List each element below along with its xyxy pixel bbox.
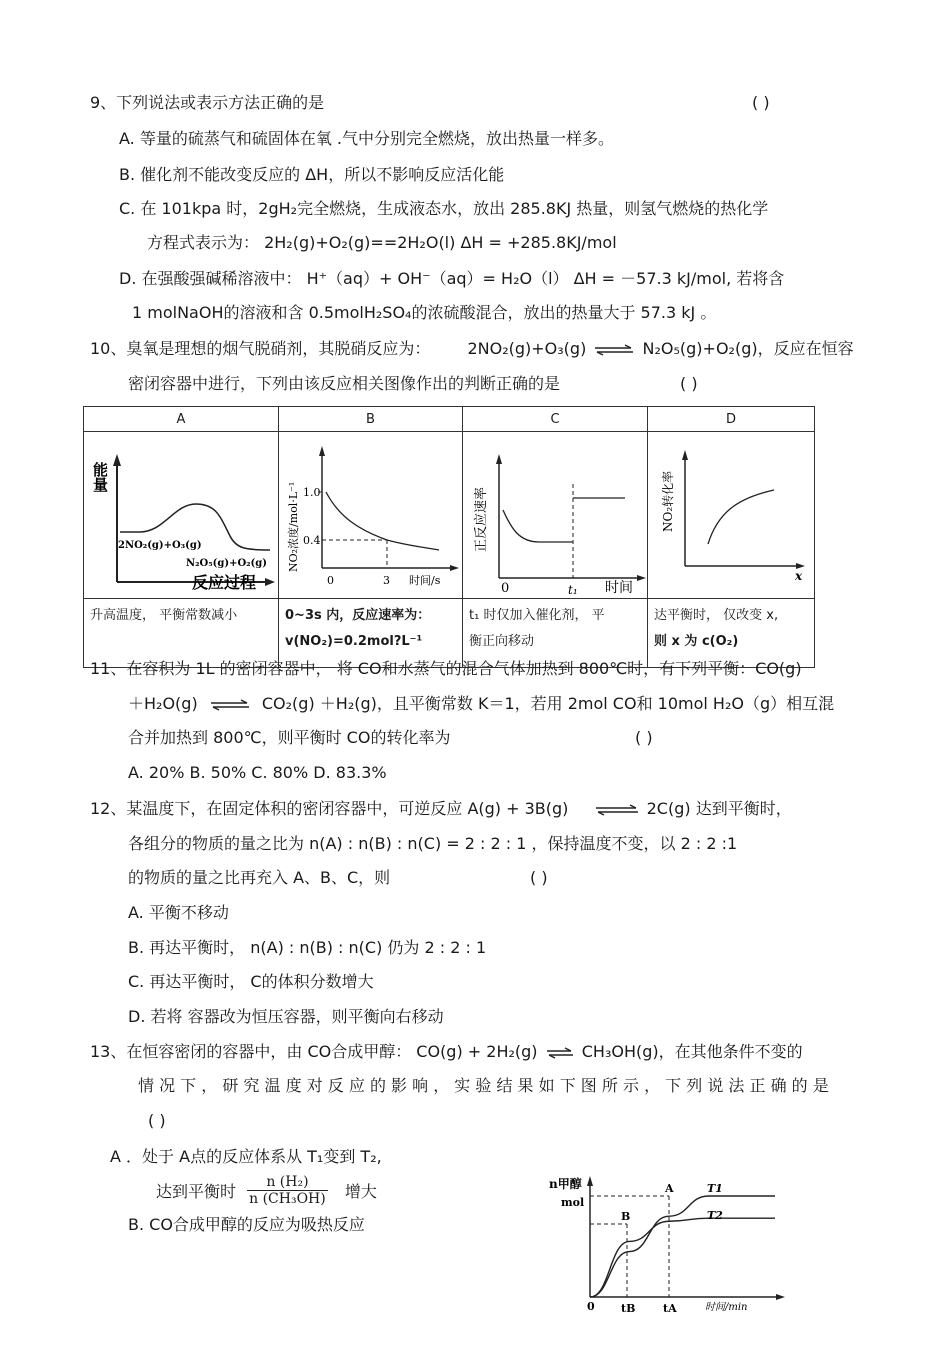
chart-a-xlabel: 反应过程 — [192, 573, 257, 592]
q10-chart-a-cell — [84, 432, 279, 599]
q10-caption-d — [648, 599, 815, 668]
q10-chart-b — [279, 432, 463, 594]
q10-chart-b-cell — [279, 432, 463, 599]
q13-line2: 情 况 下 ， 研 究 温 度 对 反 应 的 影 响 ， 实 验 结 果 如 下 图 所 示 ， 下 列 说 法 正 确 的 是 — [138, 1076, 829, 1095]
chart-b-xlabel: 时间/s — [409, 574, 441, 587]
q10-reactants: 2NO₂(g)+O₃(g) — [467, 339, 587, 358]
chart-c-t1: t₁ — [568, 583, 578, 594]
chart-a-ylabel: 能量 — [91, 462, 109, 492]
caption-c-line2: 衡正向移动 — [469, 634, 535, 649]
q10-header-c: C — [463, 407, 648, 432]
q9-answer-paren[interactable]: ( ) — [752, 93, 770, 112]
q11-line1: 11、在容积为 1L 的密闭容器中， 将 CO和水蒸气的混合气体加热到 800℃时，有下列平衡：CO(g) — [90, 659, 802, 678]
caption-c-line1: t₁ 时仅加入催化剂， 平 — [469, 608, 605, 623]
q13-option-b: B. CO合成甲醇的反应为吸热反应 — [128, 1215, 365, 1234]
q13-products: CH₃OH(g)，在其他条件不变的 — [581, 1042, 803, 1061]
chart-b-concentration-curve — [326, 492, 439, 550]
q12-option-a: A. 平衡不移动 — [128, 903, 229, 922]
q10-header-a: A — [84, 407, 279, 432]
caption-d-line2: 则 x 为 c(O₂) — [654, 634, 739, 649]
q10-chart-c-cell — [463, 432, 648, 599]
q11-options: A. 20% B. 50% C. 80% D. 83.3% — [128, 763, 387, 782]
q10-caption-a — [84, 599, 279, 668]
chart-b-x3: 3 — [383, 574, 390, 587]
chart-b-x0: 0 — [327, 574, 334, 587]
chart-a-product-label: N₂O₅(g)+O₂(g) — [186, 558, 267, 569]
q10-header-b: B — [279, 407, 463, 432]
q9-option-a: A. 等量的硫蒸气和硫固体在氧 .气中分别完全燃烧，放出热量一样多。 — [119, 129, 615, 148]
q10-answer-paren[interactable]: ( ) — [680, 374, 698, 393]
q12-line3: 的物质的量之比再充入 A、B、C，则 — [128, 868, 391, 887]
q12-option-b: B. 再达平衡时， n(A) : n(B) : n(C) 仍为 2 : 2 : 1 — [128, 938, 487, 957]
q13-answer-paren[interactable]: ( ) — [148, 1111, 166, 1130]
q13-chart-tb: tB — [621, 1302, 636, 1315]
q10-header-d: D — [648, 407, 815, 432]
caption-d-line1: 达平衡时， 仅改变 x, — [654, 608, 779, 623]
q11-reactants: ＋H₂O(g) — [128, 694, 198, 713]
q13-fraction-denominator: n (CH₃OH) — [249, 1191, 326, 1207]
chart-c-ylabel: 正反应速率 — [474, 486, 489, 552]
q9-option-d-line1: D. 在强酸强碱稀溶液中： H⁺（aq）+ OH⁻（aq）= H₂O（l） ΔH = －57.3 kJ/mol, 若将含 — [119, 269, 785, 288]
q13-chart-xlabel: 时间/min — [705, 1302, 748, 1313]
chart-d-xlabel: x — [795, 569, 803, 583]
q12-line2: 各组分的物质的量之比为 n(A) : n(B) : n(C) = 2 : 2 : 1 ，保持温度不变，以 2 : 2 :1 — [128, 834, 738, 853]
q12-answer-paren[interactable]: ( ) — [530, 868, 548, 887]
q12-line1 — [90, 799, 792, 819]
q13-chart-t1: T1 — [707, 1182, 723, 1195]
q10-caption-b — [279, 599, 463, 668]
q13-a2-suffix: 增大 — [344, 1182, 377, 1201]
chart-d-conversion-curve — [708, 490, 774, 544]
q13-chart-x0: 0 — [587, 1300, 595, 1313]
q9-option-d-line2: 1 molNaOH的溶液和含 0.5molH₂SO₄的浓硫酸混合，放出的热量大于 57.3 kJ 。 — [132, 303, 717, 322]
q11-line2 — [128, 694, 834, 714]
q13-chart-point-a: A — [665, 1182, 674, 1195]
q13-fraction — [247, 1174, 328, 1207]
q9-stem: 9、下列说法或表示方法正确的是 — [90, 93, 325, 112]
q10-options-table — [83, 406, 815, 668]
q11-answer-paren[interactable]: ( ) — [635, 728, 653, 747]
q9-option-c-line1: C. 在 101kpa 时，2gH₂完全燃烧，生成液态水，放出 285.8KJ 热量，则氢气燃烧的热化学 — [119, 199, 769, 218]
q12-reactants: 12、某温度下，在固定体积的密闭容器中，可逆反应 A(g) + 3B(g) — [90, 799, 569, 818]
q13-chart-ylabel: n甲醇 — [549, 1177, 582, 1191]
chart-c-rate-curve — [503, 510, 573, 542]
chart-b-tick-04: 0.4 — [303, 534, 321, 547]
chart-d-ylabel: NO₂转化率 — [661, 470, 675, 532]
q12-option-d: D. 若将 容器改为恒压容器，则平衡向右移动 — [128, 1007, 444, 1026]
q13-chart-yunit: mol — [561, 1196, 585, 1209]
q13-series-t1 — [590, 1196, 775, 1297]
q13-chart-ta: tA — [663, 1302, 677, 1315]
q13-option-a-line2 — [156, 1174, 377, 1207]
q10-chart-d-cell — [648, 432, 815, 599]
equilibrium-arrow-icon — [545, 1047, 575, 1059]
q9-option-b: B. 催化剂不能改变反应的 ΔH，所以不影响反应活化能 — [119, 165, 505, 184]
q10-stem-line2: 密闭容器中进行，下列由该反应相关图像作出的判断正确的是 — [128, 374, 561, 393]
q12-products: 2C(g) 达到平衡时， — [646, 799, 792, 818]
q10-chart-a — [84, 432, 279, 594]
caption-b-line2: v(NO₂)=0.2mol?L⁻¹ — [285, 634, 423, 649]
q10-products: N₂O₅(g)+O₂(g)，反应在恒容 — [642, 339, 854, 358]
chart-c-x0: 0 — [501, 581, 510, 594]
equilibrium-arrow-icon — [593, 344, 635, 356]
equilibrium-arrow-icon — [209, 699, 251, 711]
q13-chart-point-b: B — [621, 1210, 631, 1223]
q11-line3: 合并加热到 800℃，则平衡时 CO的转化率为 — [128, 728, 451, 747]
caption-b-line1: 0~3s 内，反应速率为： — [285, 608, 431, 623]
q12-option-c: C. 再达平衡时， C的体积分数增大 — [128, 972, 374, 991]
q11-products: CO₂(g) ＋H₂(g)，且平衡常数 K＝1，若用 2mol CO和 10mol H₂O（g）相互混 — [261, 694, 835, 713]
q13-fraction-numerator: n (H₂) — [247, 1174, 328, 1191]
chart-c-xlabel: 时间 — [605, 580, 633, 594]
q13-reactants: 13、在恒容密闭的容器中，由 CO合成甲醇： CO(g) + 2H₂(g) — [90, 1042, 538, 1061]
chart-b-ylabel: NO₂浓度/mol·L⁻¹ — [287, 481, 300, 572]
chart-b-tick-1: 1.0 — [303, 486, 321, 499]
q13-chart — [545, 1172, 795, 1332]
q10-chart-d — [648, 432, 815, 594]
chart-a-reactant-label: 2NO₂(g)+O₃(g) — [118, 540, 202, 551]
q13-chart-t2: T2 — [707, 1209, 723, 1222]
q10-caption-c — [463, 599, 648, 668]
q13-line1 — [90, 1042, 803, 1062]
q10-stem-line1 — [90, 339, 854, 359]
q13-option-a-line1: A ．处于 A点的反应体系从 T₁变到 T₂, — [110, 1147, 382, 1166]
caption-a-text: 升高温度， 平衡常数减小 — [90, 608, 238, 623]
q10-stem-text: 10、臭氧是理想的烟气脱硝剂，其脱硝反应为： — [90, 339, 431, 358]
equilibrium-arrow-icon — [594, 804, 640, 816]
q13-a2-prefix: 达到平衡时 — [156, 1182, 237, 1201]
q9-option-c-line2: 方程式表示为： 2H₂(g)+O₂(g)==2H₂O(l) ΔH = +285.8KJ/mol — [147, 233, 617, 252]
q10-chart-c — [463, 432, 648, 594]
